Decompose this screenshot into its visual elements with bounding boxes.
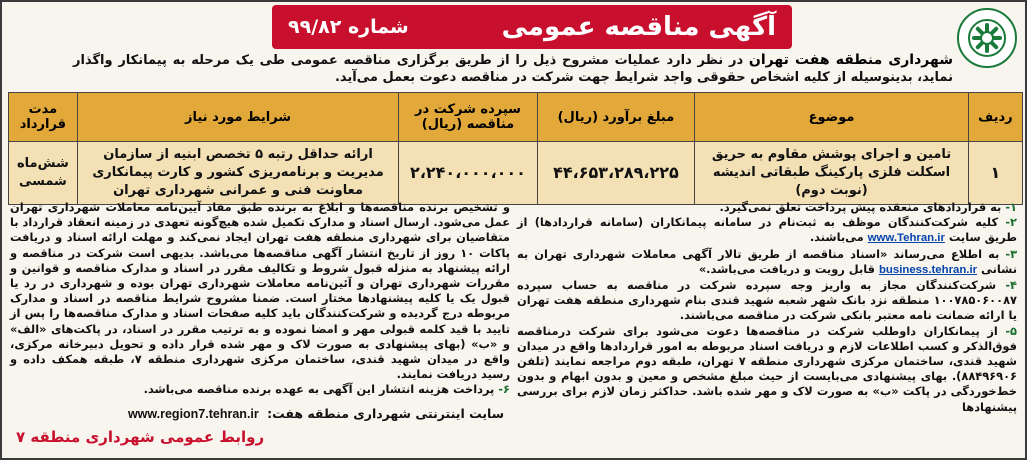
tehran-portal-link[interactable]: www.Tehran.ir	[867, 232, 945, 245]
header-subject: موضوع	[695, 93, 969, 142]
clause-text: به اطلاع می‌رساند «اسناد مناقصه از طریق تالار آگهی معاملات شهرداری تهران به نشانی	[517, 246, 1017, 276]
region7-website-link[interactable]: www.region7.tehran.ir	[127, 407, 259, 421]
clause-2	[517, 215, 1017, 246]
clause-5	[517, 324, 1017, 415]
website-label: سایت اینترنتی شهرداری منطقه هفت:	[267, 406, 504, 421]
clause-text: به قراردادهای منعقده پیش پرداخت تعلق نمی‌گیرد.	[719, 200, 1002, 214]
header-duration: مدت قرارداد	[9, 93, 78, 142]
cell-row-number: ۱	[968, 142, 1022, 205]
clause-tail: می‌باشند.	[809, 230, 864, 245]
clause-number: ۵-	[1005, 323, 1017, 338]
clause-4	[517, 278, 1017, 324]
cell-deposit: ۲،۲۴۰،۰۰۰،۰۰۰	[399, 142, 537, 205]
clause-3	[517, 247, 1017, 278]
tender-number: شماره ۹۹/۸۲	[288, 16, 409, 38]
clause-text: شرکت‌کنندگان مجاز به واریز وجه سپرده شرکت در مناقصه به حساب سپرده ۱۰۰۷۸۵۰۶۰۰۸۷ منطقه نزد بانک شهر شعبه شهید قندی بنام شهرداری منطقه هفت تهران یا ارائه ضمانت نامه معتبر بانکی شرکت در مناقصه می‌باشند.	[517, 278, 1017, 323]
clause-number: ۲-	[1005, 215, 1017, 230]
website-line	[14, 406, 504, 421]
intro-text: در نظر دارد عملیات مشروح ذیل را از طریق برگزاری مناقصه عمومی طی یک مرحله به پیمانکار واگذار نماید، بدینوسیله از کلیه اشخاص حقوقی واجد شرایط جهت شرکت در مناقصه دعوت بعمل می‌آید.	[73, 53, 953, 85]
header-banner	[272, 5, 792, 49]
clause-text: کلیه شرکت‌کنندگان موظف به ثبت‌نام در سامانه پیمانکاران (سامانه قراردادها) از طریق سایت	[517, 215, 1017, 245]
table-header-row	[9, 93, 1023, 142]
clause-tail: قابل رویت و دریافت می‌باشد.»	[698, 261, 875, 276]
tehran-emblem-icon	[966, 17, 1008, 59]
header-row-number: ردیف	[968, 93, 1022, 142]
cell-duration: شش‌ماه شمسی	[9, 142, 78, 205]
header-deposit: سپرده شرکت در مناقصه (ریال)	[399, 93, 537, 142]
table-row	[9, 142, 1023, 205]
cell-conditions: ارائه حداقل رتبه ۵ تخصص ابنیه از سازمان مدیریت و برنامه‌ریزی کشور و کارت پیمانکاری معاونت فنی و عمرانی شهرداری تهران	[77, 142, 399, 205]
clauses-left-column	[10, 200, 510, 398]
header-estimate: مبلغ برآورد (ریال)	[537, 93, 695, 142]
intro-paragraph	[73, 52, 953, 86]
clause-text: از پیمانکاران داوطلب شرکت در مناقصه‌ها دعوت می‌شود برای شرکت درمناقصه فوق‌الذکر و کسب اطلاعات لازم و دریافت اسناد مربوطه به امور قراردادها واقع در میدان شهید قندی، ساختمان مرکزی شهرداری منطقه ۷ تهران، طبقه دوم مراجعه نمایند (تلفن ۸۸۴۹۶۹۰۶). بهای پیشنهادی می‌بایست از حیث مبلغ مشخص و معین و بدون ابهام و بدون خط‌خوردگی در پاکت «ب» به صورت لاک و مهر شده باشد. حداکثر زمان لازم برای بررسی پیشنهادها	[517, 323, 1017, 414]
organization-name: شهرداری منطقه هفت تهران	[748, 52, 953, 68]
clause-6	[10, 382, 510, 397]
municipality-logo	[957, 8, 1017, 68]
header-conditions: شرایط مورد نیاز	[77, 93, 399, 142]
clause-number: ۱-	[1005, 200, 1017, 214]
cell-subject: تامین و اجرای پوشش مقاوم به حریق اسکلت فلزی پارکینگ طبقاتی اندیشه (نوبت دوم)	[695, 142, 969, 205]
tender-table	[8, 92, 1023, 205]
clauses-right-column	[517, 200, 1017, 415]
clause-1	[517, 200, 1017, 215]
ad-title: آگهی مناقصه عمومی	[501, 12, 776, 42]
clause-number: ۴-	[1005, 278, 1017, 293]
public-relations-footer: روابط عمومی شهرداری منطقه ۷	[16, 428, 265, 446]
clause-number: ۳-	[1005, 246, 1018, 261]
clause-5-continued: و تشخیص برنده مناقصه‌ها و ابلاغ به برنده طبق مفاد آیین‌نامه معاملات شهرداری تهران عمل می‌شود. ارسال اسناد و مدارک تکمیل شده هیچ‌گونه تعهدی در زمینه انعقاد قرارداد با متقاضیان برای شهرداری منطقه هفت تهران ایجاد نمی‌کند و مهلت ارائه اسناد و دریافت پاکات ۱۰ روز از تاریخ انتشار آگهی مناقصه‌ها می‌باشد. بدیهی است شرکت در مناقصه و ارائه پیشنهاد به منزله قبول شروط و تکالیف مقرر در اسناد و مدارک مناقصه و قوانین و مقررات شهرداری تهران و آئین‌نامه معاملات شهرداری تهران بوده و شهرداری در رد یا قبول یک یا کلیه پیشنهادها مختار است. ضمنا مشروح شرایط مناقصه در اسناد و مدارک مربوطه درج گردیده و شرکت‌کنندگان باید کلیه صفحات اسناد و مدارک مناقصه‌ها را پس از تایید با قید کلمه قبولی مهر و امضا نموده و به ترتیب مقرر در اسناد، در پاکت‌های «الف» و «ب» (بهای پیشنهادی به صورت لاک و مهر شده قرار داده و تحویل دبیرخانه مرکزی، واقع در میدان شهید قندی، ساختمان مرکزی شهرداری منطقه ۷، طبقه همکف داده و رسید دریافت نمایند.	[10, 200, 510, 382]
clause-number: ۶-	[498, 382, 510, 397]
business-portal-link[interactable]: business.tehran.ir	[878, 263, 978, 276]
clause-text: پرداخت هزینه انتشار این آگهی به عهده برنده مناقصه می‌باشد.	[143, 382, 495, 397]
cell-estimate: ۴۴،۶۵۳،۲۸۹،۲۲۵	[537, 142, 695, 205]
